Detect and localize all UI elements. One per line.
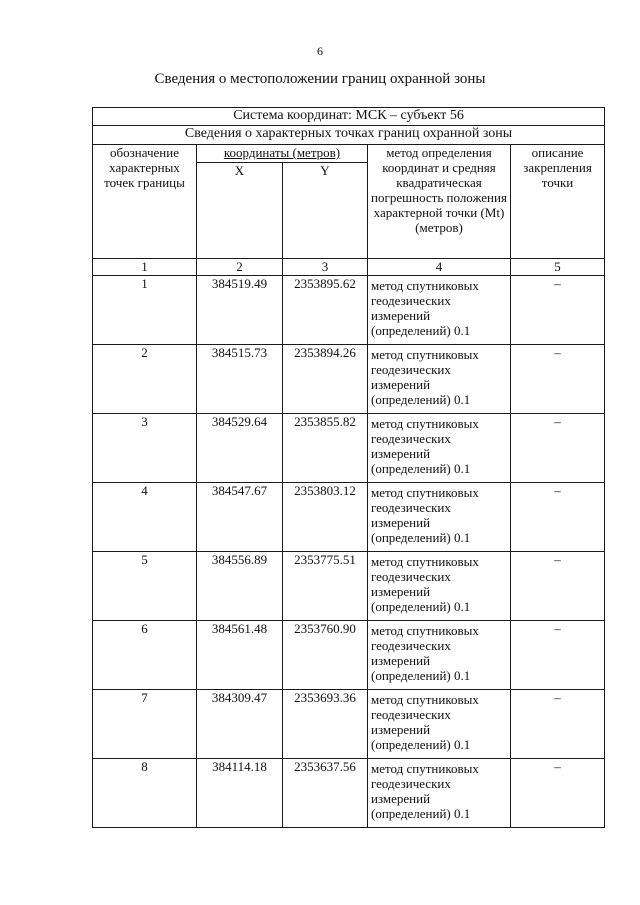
method-cell: метод спутниковых геодезических измерений (определений) 0.1 <box>368 552 511 621</box>
column-number: 1 <box>93 259 197 276</box>
header-designation: обозначение характерных точек границы <box>93 145 197 259</box>
x-coordinate-cell: 384519.49 <box>197 276 283 345</box>
description-cell: – <box>511 276 605 345</box>
column-number: 3 <box>283 259 368 276</box>
method-cell: метод спутниковых геодезических измерений (определений) 0.1 <box>368 483 511 552</box>
point-number-cell: 2 <box>93 345 197 414</box>
coordinate-system-cell: Система координат: МСК – субъект 56 <box>93 108 605 126</box>
x-coordinate-cell: 384547.67 <box>197 483 283 552</box>
table-row <box>93 759 605 828</box>
points-info-cell: Сведения о характерных точках границ охранной зоны <box>93 126 605 145</box>
y-coordinate-cell: 2353637.56 <box>283 759 368 828</box>
table-row <box>93 276 605 345</box>
point-number-cell: 3 <box>93 414 197 483</box>
table-row <box>93 552 605 621</box>
y-coordinate-cell: 2353693.36 <box>283 690 368 759</box>
description-cell: – <box>511 345 605 414</box>
description-cell: – <box>511 759 605 828</box>
point-number-cell: 8 <box>93 759 197 828</box>
header-x: X <box>197 163 283 259</box>
boundary-points-table <box>92 107 605 828</box>
points-info-row <box>93 126 605 145</box>
point-number-cell: 1 <box>93 276 197 345</box>
x-coordinate-cell: 384309.47 <box>197 690 283 759</box>
header-row-top <box>93 145 605 163</box>
column-numbers-row <box>93 259 605 276</box>
method-cell: метод спутниковых геодезических измерений (определений) 0.1 <box>368 759 511 828</box>
y-coordinate-cell: 2353895.62 <box>283 276 368 345</box>
description-cell: – <box>511 552 605 621</box>
coordinate-system-row <box>93 108 605 126</box>
table-row <box>93 414 605 483</box>
method-cell: метод спутниковых геодезических измерений (определений) 0.1 <box>368 621 511 690</box>
table-row <box>93 483 605 552</box>
point-number-cell: 6 <box>93 621 197 690</box>
header-method: метод определения координат и средняя квадратическая погрешность положения характерной точки (Mt) (метров) <box>368 145 511 259</box>
y-coordinate-cell: 2353775.51 <box>283 552 368 621</box>
header-description: описание закрепления точки <box>511 145 605 259</box>
point-number-cell: 7 <box>93 690 197 759</box>
document-title: Сведения о местоположении границ охранной зоны <box>154 71 486 87</box>
header-coordinates: координаты (метров) <box>197 145 368 163</box>
x-coordinate-cell: 384556.89 <box>197 552 283 621</box>
method-cell: метод спутниковых геодезических измерений (определений) 0.1 <box>368 345 511 414</box>
x-coordinate-cell: 384529.64 <box>197 414 283 483</box>
header-y: Y <box>283 163 368 259</box>
description-cell: – <box>511 621 605 690</box>
y-coordinate-cell: 2353803.12 <box>283 483 368 552</box>
column-number: 4 <box>368 259 511 276</box>
y-coordinate-cell: 2353855.82 <box>283 414 368 483</box>
table-row <box>93 345 605 414</box>
point-number-cell: 4 <box>93 483 197 552</box>
column-number: 5 <box>511 259 605 276</box>
table-row <box>93 621 605 690</box>
method-cell: метод спутниковых геодезических измерений (определений) 0.1 <box>368 690 511 759</box>
method-cell: метод спутниковых геодезических измерений (определений) 0.1 <box>368 414 511 483</box>
point-number-cell: 5 <box>93 552 197 621</box>
description-cell: – <box>511 483 605 552</box>
description-cell: – <box>511 414 605 483</box>
description-cell: – <box>511 690 605 759</box>
y-coordinate-cell: 2353760.90 <box>283 621 368 690</box>
x-coordinate-cell: 384515.73 <box>197 345 283 414</box>
x-coordinate-cell: 384561.48 <box>197 621 283 690</box>
method-cell: метод спутниковых геодезических измерений (определений) 0.1 <box>368 276 511 345</box>
column-number: 2 <box>197 259 283 276</box>
table-row <box>93 690 605 759</box>
page-number: 6 <box>317 44 323 58</box>
x-coordinate-cell: 384114.18 <box>197 759 283 828</box>
y-coordinate-cell: 2353894.26 <box>283 345 368 414</box>
